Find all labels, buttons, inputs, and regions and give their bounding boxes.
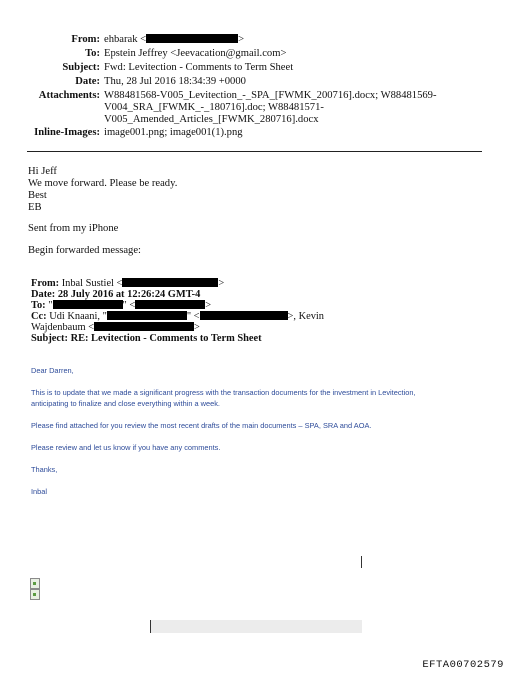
redaction-bar <box>107 311 187 320</box>
fwd-to-quote: " <box>48 300 53 311</box>
fwd-from-value: Inbal Sustiel < <box>61 278 123 289</box>
fwd-cc-line2: Wajdenbaum < <box>31 322 95 333</box>
letter-paragraph-line: This is to update that we made a significant progress with the transaction documents for the investment in Levitection, <box>31 388 416 397</box>
message-line: Hi Jeff <box>28 166 57 177</box>
redaction-bar <box>200 311 288 320</box>
fwd-to-end: > <box>205 300 212 311</box>
inline-images-value: image001.png; image001(1).png <box>104 127 243 138</box>
text-cursor-mark <box>361 556 362 568</box>
from-value: ehbarak < <box>104 34 147 45</box>
redaction-bar <box>146 34 238 43</box>
fwd-from-end: > <box>218 278 225 289</box>
bates-number: EFTA00702579 <box>422 659 504 671</box>
subject-label: Subject: <box>62 62 100 73</box>
redaction-bar <box>135 300 205 309</box>
letter-paragraph: Please find attached for you review the most recent drafts of the main documents – SPA, SRA and AOA. <box>31 421 372 430</box>
gray-bar <box>150 620 362 633</box>
subject-value: Fwd: Levitection - Comments to Term Sheet <box>104 62 294 73</box>
to-value: Epstein Jeffrey <Jeevacation@gmail.com> <box>104 48 287 59</box>
header-divider <box>27 151 482 152</box>
redaction-bar <box>122 278 218 287</box>
forward-note: Begin forwarded message: <box>28 245 141 256</box>
fwd-date-label: Date: <box>31 289 56 300</box>
fwd-cc-value: Udi Knaani <box>49 311 98 322</box>
fwd-subject-value: RE: Levitection - Comments to Term Sheet <box>70 333 262 344</box>
letter-paragraph: Please review and let us know if you have any comments. <box>31 443 221 452</box>
letter-paragraph-line: anticipating to finalize and close everything within a week. <box>31 399 220 408</box>
text-cursor-mark <box>150 620 151 633</box>
message-line: We move forward. Please be ready. <box>28 178 178 189</box>
letter-greeting: Dear Darren, <box>31 366 74 375</box>
attachments-label: Attachments: <box>38 90 100 101</box>
broken-image-icon <box>30 589 40 600</box>
broken-image-icon <box>30 578 40 589</box>
letter-closing: Thanks, <box>31 465 58 474</box>
date-value: Thu, 28 Jul 2016 18:34:39 +0000 <box>104 76 246 87</box>
fwd-cc-sep: , " <box>97 311 107 322</box>
date-label: Date: <box>75 76 100 87</box>
fwd-cc-label: Cc: <box>31 311 47 322</box>
message-line: EB <box>28 202 42 213</box>
fwd-cc-end: > <box>194 322 200 333</box>
message-line: Best <box>28 190 47 201</box>
attachment-line: W88481568-V005_Levitection_-_SPA_[FWMK_200716].docx; W88481569- <box>104 90 437 101</box>
fwd-cc-mid: " < <box>186 311 200 322</box>
fwd-to-label: To: <box>31 300 46 311</box>
fwd-to-mid: " < <box>122 300 136 311</box>
letter-signoff-name: Inbal <box>31 487 48 496</box>
fwd-date-value: 28 July 2016 at 12:26:24 GMT-4 <box>57 289 201 300</box>
fwd-cc-kevin: >, Kevin <box>287 311 324 322</box>
signature-text: Sent from my iPhone <box>28 223 119 234</box>
fwd-from-label: From: <box>31 278 60 289</box>
fwd-subject-label: Subject: <box>31 333 68 344</box>
inline-images-label: Inline-Images: <box>34 127 100 138</box>
attachment-line: V004_SRA_[FWMK_-_180716].doc; W88481571- <box>104 102 324 113</box>
fwd-subject-row <box>31 333 262 345</box>
from-label: From: <box>71 34 100 45</box>
from-end: > <box>238 34 245 45</box>
redaction-bar <box>53 300 123 309</box>
attachment-line: V005_Amended_Articles_[FWMK_280716].docx <box>104 114 319 125</box>
redaction-bar <box>94 322 194 331</box>
to-label: To: <box>85 48 100 59</box>
